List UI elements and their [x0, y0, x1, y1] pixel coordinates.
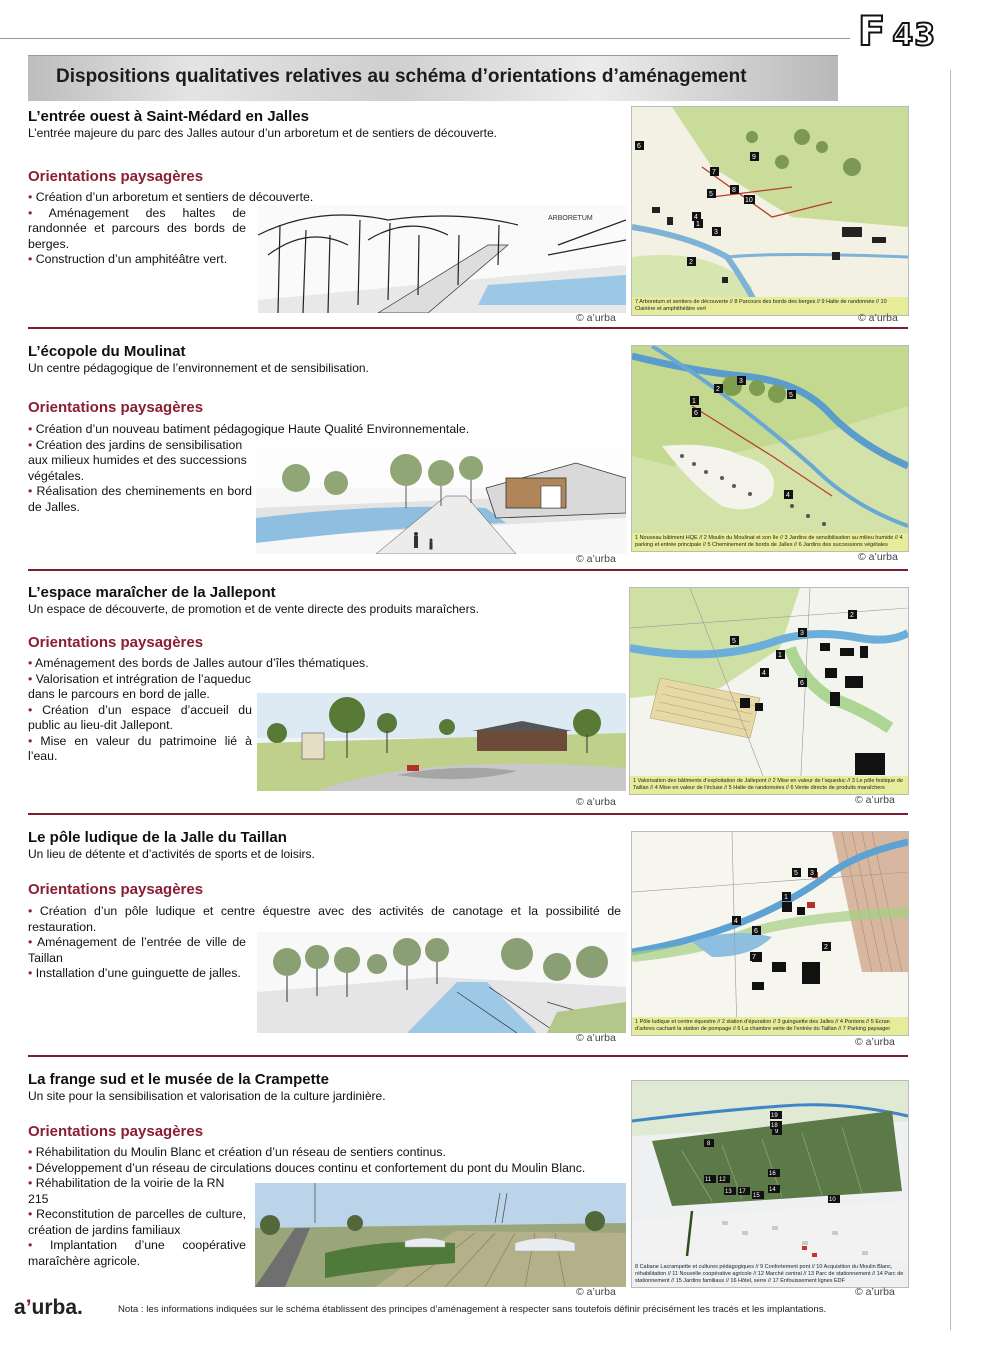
map-label: 1	[784, 894, 788, 901]
logo-apostrophe: ’	[25, 1296, 32, 1319]
map-label: 15	[753, 1193, 760, 1199]
bullet-item: • Aménagement des haltes de randonnée et parcours des bords de berges.	[28, 206, 246, 253]
map-label: 11	[705, 1177, 712, 1183]
map-label: 16	[769, 1171, 776, 1177]
map-label: 2	[689, 259, 693, 266]
map-label: 7	[752, 954, 756, 961]
aurba-logo	[14, 1296, 83, 1320]
bullet-item: • Réhabilitation de la voirie de la RN 215	[28, 1176, 246, 1207]
section-subtitle: Un centre pédagogique de l’environnement et de sensibilisation.	[28, 361, 369, 375]
map-credit: © a’urba	[855, 794, 895, 806]
map-label: 3	[800, 630, 804, 637]
map-credit: © a’urba	[858, 551, 898, 563]
map-label: 4	[786, 492, 790, 499]
image-credit: © a’urba	[576, 1032, 616, 1044]
image-credit: © a’urba	[576, 796, 616, 808]
section-divider	[28, 327, 908, 329]
page-number: 43	[892, 18, 937, 53]
orientation-heading: Orientations paysagères	[28, 881, 204, 898]
page-tag	[858, 8, 948, 56]
bullet-item: • Construction d’un amphitéâtre vert.	[28, 252, 246, 268]
section-subtitle: L’entrée majeure du parc des Jalles autour d’un arboretum et de sentiers de découverte.	[28, 126, 497, 140]
map-credit: © a’urba	[855, 1036, 895, 1048]
map-label: 1	[778, 652, 782, 659]
map-label: 5	[794, 870, 798, 877]
map-label: 9	[775, 1129, 779, 1135]
section-title: Le pôle ludique de la Jalle du Taillan	[28, 829, 287, 846]
bullet-item: • Aménagement des bords de Jalles autour d’îles thématiques.	[28, 656, 588, 672]
map-entree-ouest	[631, 106, 909, 316]
map-legend: 1 Pôle ludique et centre équestre // 2 station d’épuration // 3 guinguette des Jalles // 4 Pontons // 5 Ecran d’arbres cachant la station de pompage // 6 La chambre verte de l’entrée du Taillan // 7 Parking paysager	[632, 1017, 908, 1035]
banner-title: Dispositions qualitatives relatives au schéma d’orientations d’aménagement	[56, 66, 747, 87]
map-label: 2	[716, 386, 720, 393]
map-label: 10	[745, 197, 753, 204]
map-label: 9	[752, 154, 756, 161]
sketch-pole-ludique	[257, 932, 626, 1033]
map-label: 3	[739, 378, 743, 385]
section-title: La frange sud et le musée de la Crampette	[28, 1071, 329, 1088]
map-label: 10	[829, 1197, 836, 1203]
bullet-item: • Réhabilitation du Moulin Blanc et création d’un réseau de sentiers continus.	[28, 1145, 593, 1161]
map-credit: © a’urba	[855, 1286, 895, 1298]
orientation-heading: Orientations paysagères	[28, 634, 204, 651]
map-label: 6	[800, 680, 804, 687]
map-pole-ludique	[631, 831, 909, 1036]
sketch-ecopole	[256, 448, 626, 554]
right-margin-rule	[950, 70, 951, 1330]
map-label: 18	[771, 1123, 778, 1129]
image-credit: © a’urba	[576, 553, 616, 565]
map-label: 4	[762, 670, 766, 677]
map-label: 6	[754, 928, 758, 935]
map-label: 19	[771, 1113, 778, 1119]
bullet-item: • Création des jardins de sensibilisation aux milieux humides et des successions végétales.	[28, 438, 252, 485]
section-subtitle: Un site pour la sensibilisation et valorisation de la culture jardinière.	[28, 1089, 386, 1103]
orientation-heading: Orientations paysagères	[28, 168, 204, 185]
image-credit: © a’urba	[576, 1286, 616, 1298]
map-credit: © a’urba	[858, 312, 898, 324]
map-label: 5	[709, 191, 713, 198]
map-label: 1	[692, 398, 696, 405]
bullet-item: • Création d’un arboretum et sentiers de découverte.	[28, 190, 346, 206]
map-label: 3	[810, 870, 814, 877]
orientation-heading: Orientations paysagères	[28, 1123, 204, 1140]
bullet-item: • Installation d’une guinguette de jalles.	[28, 966, 246, 982]
sketch-espace-maraicher	[257, 693, 626, 791]
photo-frange-sud	[255, 1183, 626, 1287]
section-subtitle: Un espace de découverte, de promotion et de vente directe des produits maraîchers.	[28, 602, 479, 616]
footer-note: Nota : les informations indiquées sur le schéma établissent des principes d’aménagement à respecter sans toutefois définir précisément les tracés et les implantations.	[118, 1304, 827, 1315]
map-label: 1	[696, 221, 700, 228]
logo-a: a	[14, 1296, 26, 1319]
section-title: L’entrée ouest à Saint-Médard en Jalles	[28, 108, 309, 125]
map-label: 5	[732, 638, 736, 645]
section-divider	[28, 569, 908, 571]
title-banner	[28, 55, 838, 101]
map-label: 12	[719, 1177, 726, 1183]
page-letter: F	[858, 9, 887, 55]
section-subtitle: Un lieu de détente et d’activités de sports et de loisirs.	[28, 847, 315, 861]
bullet-item: • Développement d’un réseau de circulations douces continu et confortement du pont du Moulin Blanc.	[28, 1161, 593, 1177]
bullet-item: • Création d’un pôle ludique et centre équestre avec des activités de canotage et la possibilité de restauration.	[28, 904, 621, 935]
section-divider	[28, 1055, 908, 1057]
section-divider	[28, 813, 908, 815]
map-legend: 7 Arboretum et sentiers de découverte // 8 Parcours des bords des berges // 9 Halte de randonnée // 10 Clairière et amphithéâtre vert	[632, 297, 908, 315]
bullet-item: • Réalisation des cheminements en bord de Jalles.	[28, 484, 252, 515]
map-label: 6	[694, 410, 698, 417]
map-label: 4	[694, 214, 698, 221]
map-espace-maraicher	[629, 587, 909, 795]
top-rule	[0, 38, 850, 39]
map-legend: 1 Nouveau bâtiment HQE // 2 Moulin du Moulinat et son île // 3 Jardins de sensibilisation au milieu humide // 4 parking et entrée principale // 5 Cheminement de bords de Jalles // 6 Jardins des successions végétales	[632, 533, 908, 551]
map-label: 5	[789, 392, 793, 399]
map-label: 2	[850, 612, 854, 619]
image-credit: © a’urba	[576, 312, 616, 324]
map-label: 13	[725, 1189, 732, 1195]
bullet-item: • Aménagement de l’entrée de ville de Taillan	[28, 935, 246, 966]
map-label: 2	[824, 944, 828, 951]
map-legend: 1 Valorisation des bâtiments d’exploitation de Jallepont // 2 Mise en valeur de l’aqueduc // 3 Le pôle festique de Taillan // 4 Mise en valeur de l’écluse // 5 Halte de randonnées // 6 Vente directe de produits maraîchers	[630, 776, 908, 794]
map-frange-sud	[631, 1080, 909, 1288]
map-ecopole	[631, 345, 909, 552]
map-label: 17	[739, 1189, 746, 1195]
bullet-item: • Mise en valeur du patrimoine lié à l’eau.	[28, 734, 252, 765]
bullet-item: • Valorisation et intrégration de l’aqueduc dans le parcours en bord de jalle.	[28, 672, 252, 703]
map-label: 14	[769, 1187, 776, 1193]
map-label: 6	[637, 143, 641, 150]
logo-rest: urba.	[31, 1296, 83, 1319]
sketch-arboretum	[258, 205, 626, 313]
bullet-item: • Création d’un nouveau batiment pédagogique Haute Qualité Environnementale.	[28, 422, 588, 438]
map-label: 8	[732, 187, 736, 194]
section-title: L’espace maraîcher de la Jallepont	[28, 584, 276, 601]
section-title: L’écopole du Moulinat	[28, 343, 186, 360]
map-label: 3	[714, 229, 718, 236]
bullet-item: • Création d’un espace d’accueil du public au lieu-dit Jallepont.	[28, 703, 252, 734]
map-label: 7	[712, 169, 716, 176]
map-label: 8	[707, 1141, 711, 1147]
sketch-label: ARBORETUM	[548, 215, 593, 222]
bullet-item: • Reconstitution de parcelles de culture, création de jardins familiaux	[28, 1207, 246, 1238]
bullet-item: • Implantation d’une coopérative maraîchère agricole.	[28, 1238, 246, 1269]
orientation-heading: Orientations paysagères	[28, 399, 204, 416]
map-legend: 8 Cabane Lacrampette et cultures pédagogiques // 9 Confortement pont // 10 Acquisition du Moulin Blanc, réhabilitation // 11 Nouvelle coopérative agricole // 12 Marché central // 13 Parc de stationnement // 14 Parc de stationnement // 15 Jardins familiaux // 16 Hôtel, serre // 17 Enfouissement lignes EDF	[632, 1262, 908, 1287]
map-label: 4	[734, 918, 738, 925]
